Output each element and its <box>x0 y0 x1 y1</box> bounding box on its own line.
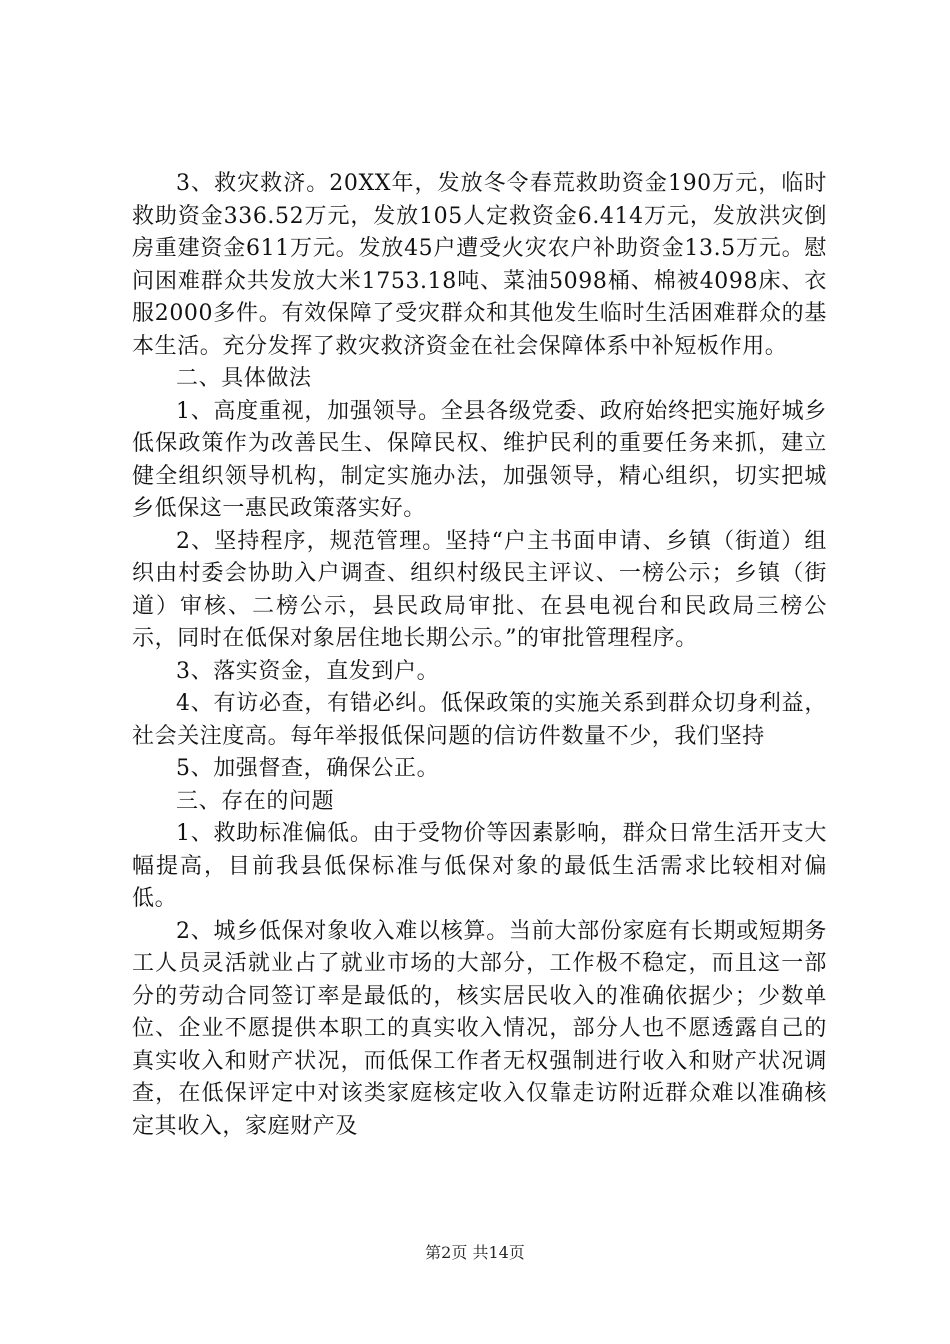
paragraph-petitions: 4、有访必查，有错必纠。低保政策的实施关系到群众切身利益，社会关注度高。每年举报低保问题的信访件数量不少，我们坚持 <box>132 691 827 749</box>
section-heading-problems: 三、存在的问题 <box>176 788 335 814</box>
section-heading-practices: 二、具体做法 <box>176 366 312 391</box>
paragraph-funds: 3、落实资金，直发到户。 <box>176 658 440 684</box>
paragraph-low-standard: 1、救助标准偏低。由于受物价等因素影响，群众日常生活开支大幅提高，目前我县低保标准与低保对象的最低生活需求比较相对偏低。 <box>132 821 827 911</box>
paragraph-income-verification: 2、城乡低保对象收入难以核算。当前大部份家庭有长期或短期务工人员灵活就业占了就业市场的大部分，工作极不稳定，而且这一部分的劳动合同签订率是最低的，核实居民收入的准确依据少；少数单位、企业不愿提供本职工的真实收入情况，部分人也不愿透露自己的真实收入和财产状况，而低保工作者无权强制进行收入和财产状况调查，在低保评定中对该类家庭核定收入仅靠走访附近群众难以准确核定其收入，家庭财产及 <box>132 918 827 1139</box>
paragraph-procedure: 2、坚持程序，规范管理。坚持“户主书面申请、乡镇（街道）组织由村委会协助入户调查、组织村级民主评议、一榜公示；乡镇（街道）审核、二榜公示，县民政局审批、在县电视台和民政局三榜公示，同时在低保对象居住地长期公示。”的审批管理程序。 <box>132 528 827 651</box>
paragraph-leadership: 1、高度重视，加强领导。全县各级党委、政府始终把实施好城乡低保政策作为改善民生、保障民权、维护民利的重要任务来抓，建立健全组织领导机构，制定实施办法，加强领导，精心组织，切实把城乡低保这一惠民政策落实好。 <box>132 398 827 521</box>
document-body <box>132 168 827 1143</box>
paragraph-supervision: 5、加强督查，确保公正。 <box>176 756 440 781</box>
paragraph-disaster-relief: 3、救灾救济。20XX年，发放冬令春荒救助资金190万元，临时救助资金336.52万元，发放105人定救资金6.414万元，发放洪灾倒房重建资金611万元。发放45户遭受火灾农户补助资金13.5万元。慰问困难群众共发放大米1753.18吨、菜油5098桶、棉被4098床、衣服2000多件。有效保障了受灾群众和其他发生临时生活困难群众的基本生活。充分发挥了救灾救济资金在社会保障体系中补短板作用。 <box>132 171 827 359</box>
page-footer <box>0 1243 950 1263</box>
page-number-label: 第2页 共14页 <box>425 1243 525 1262</box>
